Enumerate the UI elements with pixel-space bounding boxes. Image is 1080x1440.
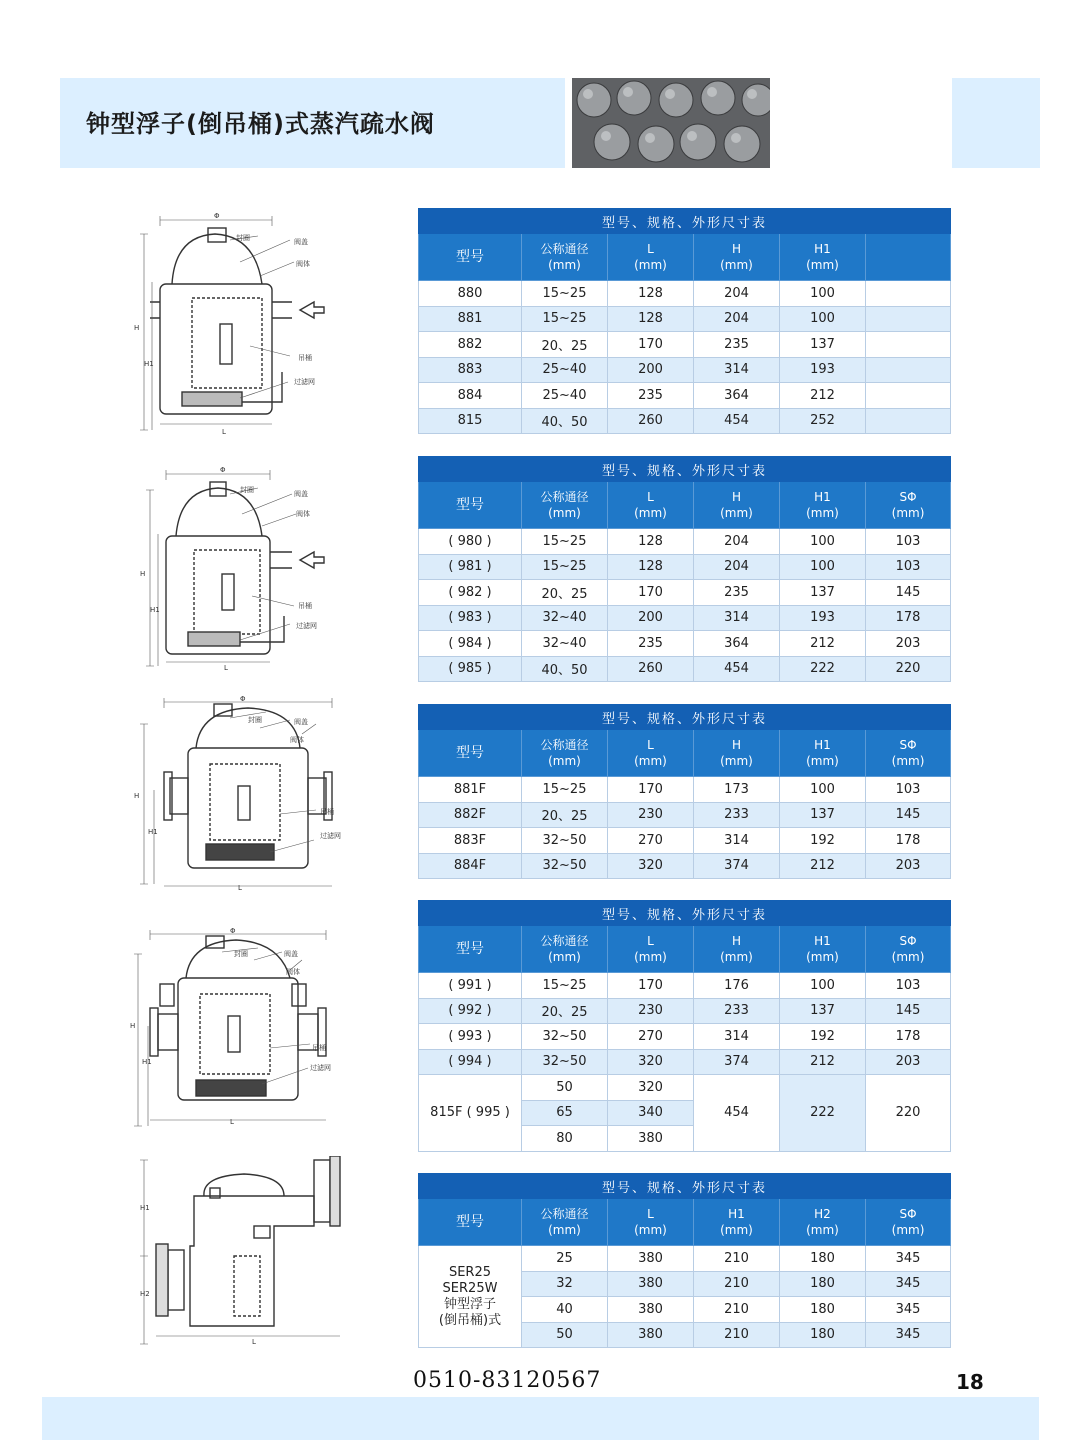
cell-merged-sphi: 220	[866, 1075, 951, 1152]
cell: 65	[522, 1100, 608, 1126]
cell: 50	[522, 1075, 608, 1101]
cell: 884	[419, 383, 522, 409]
cell: 137	[780, 580, 866, 606]
cell: 345	[866, 1246, 951, 1272]
cell: ( 985 )	[419, 656, 522, 682]
cell: 320	[608, 1075, 694, 1101]
cell: 260	[608, 656, 694, 682]
table-caption: 型号、规格、外形尺寸表	[419, 901, 951, 926]
cell: 314	[694, 828, 780, 854]
cell: 173	[694, 777, 780, 803]
cell: ( 980 )	[419, 529, 522, 555]
cell: 32~40	[522, 605, 608, 631]
product-photo	[572, 78, 770, 168]
spec-table-3	[418, 704, 951, 879]
cell: 25	[522, 1246, 608, 1272]
diagram-3-label-h1: H1	[148, 828, 158, 836]
cell: ( 983 )	[419, 605, 522, 631]
cell: 128	[608, 281, 694, 307]
cell: 230	[608, 802, 694, 828]
col-header-l: L (mm)	[608, 926, 694, 973]
cell: 32~40	[522, 631, 608, 657]
diagram-4-label-seal: 封圈	[234, 950, 248, 958]
cell: 364	[694, 631, 780, 657]
cell: 15~25	[522, 281, 608, 307]
table-row	[419, 408, 951, 434]
diagram-4-label-l: L	[230, 1118, 234, 1126]
cell: 380	[608, 1246, 694, 1272]
cell-merged-model: 815F ( 995 )	[419, 1075, 522, 1152]
cell-merged-h: 454	[694, 1075, 780, 1152]
col-header-model: 型号	[419, 234, 522, 281]
cell: 180	[780, 1322, 866, 1348]
diagram-2-label-body: 阀体	[296, 510, 310, 518]
table-row	[419, 853, 951, 879]
cell: 314	[694, 357, 780, 383]
cell: 212	[780, 383, 866, 409]
diagram-4-label-filter: 过滤网	[310, 1064, 331, 1072]
cell: 80	[522, 1126, 608, 1152]
cell	[866, 357, 951, 383]
diagram-2-label-phi: Φ	[220, 466, 226, 474]
cell: 100	[780, 973, 866, 999]
table-caption: 型号、规格、外形尺寸表	[419, 1174, 951, 1199]
diagram-2-label-cover: 阀盖	[294, 490, 308, 498]
cell: 235	[694, 580, 780, 606]
diagram-1-label-phi: Φ	[214, 212, 220, 220]
valve-diagram-2	[130, 464, 330, 684]
cell	[866, 306, 951, 332]
cell: ( 994 )	[419, 1049, 522, 1075]
col-header-h: H (mm)	[694, 926, 780, 973]
valve-diagram-3	[130, 694, 360, 898]
col-header-empty	[866, 234, 951, 281]
cell: 881F	[419, 777, 522, 803]
cell: 137	[780, 332, 866, 358]
cell: 252	[780, 408, 866, 434]
table-row	[419, 656, 951, 682]
cell: 176	[694, 973, 780, 999]
col-header-model: 型号	[419, 926, 522, 973]
col-header-l: L (mm)	[608, 482, 694, 529]
col-header-h: H (mm)	[694, 482, 780, 529]
col-header-l: L (mm)	[608, 234, 694, 281]
cell	[866, 383, 951, 409]
cell: 193	[780, 605, 866, 631]
table-row	[419, 828, 951, 854]
cell: 270	[608, 828, 694, 854]
col-header-h: H (mm)	[694, 234, 780, 281]
cell: ( 992 )	[419, 998, 522, 1024]
diagram-2-label-h: H	[140, 570, 146, 578]
cell: 170	[608, 973, 694, 999]
table-row	[419, 1024, 951, 1050]
cell: 192	[780, 828, 866, 854]
cell: 128	[608, 529, 694, 555]
cell: ( 993 )	[419, 1024, 522, 1050]
cell: 180	[780, 1271, 866, 1297]
diagram-5-label-h1: H1	[140, 1204, 150, 1212]
cell: 40、50	[522, 408, 608, 434]
cell: ( 982 )	[419, 580, 522, 606]
cell: 314	[694, 605, 780, 631]
cell: 15~25	[522, 554, 608, 580]
cell: 320	[608, 1049, 694, 1075]
col-header-h1: H1 (mm)	[780, 482, 866, 529]
cell: 212	[780, 853, 866, 879]
cell: 145	[866, 802, 951, 828]
cell: 374	[694, 1049, 780, 1075]
col-header-dn: 公称通径 (mm)	[522, 482, 608, 529]
cell: 210	[694, 1246, 780, 1272]
page-title: 钟型浮子(倒吊桶)式蒸汽疏水阀	[86, 110, 435, 138]
cell-merged-h1: 222	[780, 1075, 866, 1152]
cell: 345	[866, 1297, 951, 1323]
diagram-4-label-cover: 阀盖	[284, 950, 298, 958]
diagram-4-label-body: 阀体	[286, 968, 300, 976]
cell: 364	[694, 383, 780, 409]
cell: 882F	[419, 802, 522, 828]
cell: ( 981 )	[419, 554, 522, 580]
cell: 32~50	[522, 1049, 608, 1075]
cell-merged-model: SER25 SER25W 钟型浮子 (倒吊桶)式	[419, 1246, 522, 1348]
table-row	[419, 357, 951, 383]
diagram-3-label-h: H	[134, 792, 140, 800]
cell: 230	[608, 998, 694, 1024]
diagram-2-label-filter: 过滤网	[296, 622, 317, 630]
cell: 20、25	[522, 998, 608, 1024]
cell: 270	[608, 1024, 694, 1050]
diagram-3-label-phi: Φ	[240, 695, 246, 703]
cell: 235	[694, 332, 780, 358]
cell: 103	[866, 529, 951, 555]
table-row	[419, 529, 951, 555]
cell: 454	[694, 656, 780, 682]
col-header-sphi: SΦ (mm)	[866, 1199, 951, 1246]
cell: 203	[866, 853, 951, 879]
cell	[866, 408, 951, 434]
table-row	[419, 777, 951, 803]
footer-band	[42, 1397, 1039, 1440]
cell: 192	[780, 1024, 866, 1050]
cell: 103	[866, 777, 951, 803]
cell: 180	[780, 1246, 866, 1272]
cell: 170	[608, 332, 694, 358]
col-header-l: L (mm)	[608, 1199, 694, 1246]
diagram-2-label-h1: H1	[150, 606, 160, 614]
col-header-model: 型号	[419, 1199, 522, 1246]
diagram-1-label-cover: 阀盖	[294, 238, 308, 246]
page-number: 18	[956, 1370, 984, 1394]
cell: 145	[866, 998, 951, 1024]
cell: 32	[522, 1271, 608, 1297]
cell: 340	[608, 1100, 694, 1126]
cell: 100	[780, 281, 866, 307]
col-header-l: L (mm)	[608, 730, 694, 777]
table-row	[419, 554, 951, 580]
cell: 15~25	[522, 306, 608, 332]
cell: 380	[608, 1297, 694, 1323]
spec-table-5	[418, 1173, 951, 1348]
cell: 314	[694, 1024, 780, 1050]
cell: 40、50	[522, 656, 608, 682]
diagram-1-label-h: H	[134, 324, 140, 332]
cell: 137	[780, 802, 866, 828]
cell: 100	[780, 554, 866, 580]
cell: 374	[694, 853, 780, 879]
diagram-1-label-body: 阀体	[296, 260, 310, 268]
diagram-3-label-body: 阀体	[290, 736, 304, 744]
cell: 128	[608, 554, 694, 580]
table-row	[419, 383, 951, 409]
cell: 380	[608, 1322, 694, 1348]
spec-table-4	[418, 900, 951, 1152]
cell: 212	[780, 631, 866, 657]
diagram-2-label-seal: 封圈	[240, 486, 254, 494]
col-header-h1: H1 (mm)	[694, 1199, 780, 1246]
col-header-dn: 公称通径 (mm)	[522, 730, 608, 777]
cell: 15~25	[522, 777, 608, 803]
diagram-4-label-h: H	[130, 1022, 136, 1030]
diagram-3-label-bucket: 吊桶	[320, 808, 334, 816]
col-header-dn: 公称通径 (mm)	[522, 234, 608, 281]
cell: 882	[419, 332, 522, 358]
cell: 454	[694, 408, 780, 434]
cell: 883	[419, 357, 522, 383]
cell: 200	[608, 357, 694, 383]
cell: 32~50	[522, 828, 608, 854]
diagram-1-label-filter: 过滤网	[294, 378, 315, 386]
cell: 883F	[419, 828, 522, 854]
cell: 103	[866, 554, 951, 580]
cell: 204	[694, 281, 780, 307]
cell: 233	[694, 802, 780, 828]
col-header-h1: H1 (mm)	[780, 234, 866, 281]
cell	[866, 281, 951, 307]
valve-diagram-4	[130, 924, 360, 1132]
col-header-model: 型号	[419, 730, 522, 777]
table-row	[419, 973, 951, 999]
spec-table-1	[418, 208, 951, 434]
table-row	[419, 605, 951, 631]
col-header-sphi: SΦ (mm)	[866, 730, 951, 777]
table-row	[419, 1246, 951, 1272]
cell: 20、25	[522, 332, 608, 358]
table-caption: 型号、规格、外形尺寸表	[419, 705, 951, 730]
diagram-2-label-bucket: 吊桶	[298, 602, 312, 610]
table-caption: 型号、规格、外形尺寸表	[419, 457, 951, 482]
cell: 203	[866, 1049, 951, 1075]
cell: 320	[608, 853, 694, 879]
cell: 345	[866, 1271, 951, 1297]
col-header-dn: 公称通径 (mm)	[522, 926, 608, 973]
diagram-5-label-h2: H2	[140, 1290, 150, 1298]
table-row	[419, 631, 951, 657]
cell: 345	[866, 1322, 951, 1348]
cell	[866, 332, 951, 358]
cell: 137	[780, 998, 866, 1024]
cell: 193	[780, 357, 866, 383]
cell: 178	[866, 1024, 951, 1050]
valve-diagram-5	[134, 1156, 354, 1356]
cell: 210	[694, 1271, 780, 1297]
spec-table-2	[418, 456, 951, 682]
cell: 204	[694, 554, 780, 580]
cell: 220	[866, 656, 951, 682]
diagram-2-label-l: L	[224, 664, 228, 672]
cell: 50	[522, 1322, 608, 1348]
table-row	[419, 802, 951, 828]
cell: 100	[780, 529, 866, 555]
cell: 880	[419, 281, 522, 307]
cell: 233	[694, 998, 780, 1024]
cell: 15~25	[522, 529, 608, 555]
cell: 145	[866, 580, 951, 606]
col-header-h2: H2 (mm)	[780, 1199, 866, 1246]
cell: 20、25	[522, 580, 608, 606]
cell: 100	[780, 306, 866, 332]
diagram-3-label-l: L	[238, 884, 242, 892]
header-band-right	[952, 78, 1040, 168]
diagram-1-label-l: L	[222, 428, 226, 436]
table-row	[419, 998, 951, 1024]
diagram-4-label-bucket: 吊桶	[312, 1044, 326, 1052]
table-row	[419, 332, 951, 358]
cell: 380	[608, 1271, 694, 1297]
cell: 25~40	[522, 383, 608, 409]
cell: 15~25	[522, 973, 608, 999]
table-row	[419, 1049, 951, 1075]
cell: 212	[780, 1049, 866, 1075]
cell: 203	[866, 631, 951, 657]
cell: 200	[608, 605, 694, 631]
table-row	[419, 1075, 951, 1101]
valve-diagram-1	[130, 206, 330, 442]
diagram-1-label-seal: 封圈	[236, 234, 250, 242]
cell: 178	[866, 605, 951, 631]
cell: 235	[608, 631, 694, 657]
cell: 884F	[419, 853, 522, 879]
cell: 222	[780, 656, 866, 682]
diagram-4-label-phi: Φ	[230, 927, 236, 935]
cell: 210	[694, 1297, 780, 1323]
col-header-h: H (mm)	[694, 730, 780, 777]
product-photo-graphic	[572, 78, 770, 168]
cell: 32~50	[522, 1024, 608, 1050]
diagram-3-label-filter: 过滤网	[320, 832, 341, 840]
cell: 204	[694, 529, 780, 555]
cell: 881	[419, 306, 522, 332]
phone-number: 0510-83120567	[413, 1368, 602, 1393]
diagram-1-label-bucket: 吊桶	[298, 354, 312, 362]
col-header-sphi: SΦ (mm)	[866, 482, 951, 529]
cell: 20、25	[522, 802, 608, 828]
cell: ( 991 )	[419, 973, 522, 999]
cell: ( 984 )	[419, 631, 522, 657]
col-header-model: 型号	[419, 482, 522, 529]
cell: 260	[608, 408, 694, 434]
col-header-h1: H1 (mm)	[780, 730, 866, 777]
cell: 178	[866, 828, 951, 854]
cell: 32~50	[522, 853, 608, 879]
cell: 235	[608, 383, 694, 409]
diagram-5-label-l: L	[252, 1338, 256, 1346]
diagram-3-label-cover: 阀盖	[294, 718, 308, 726]
cell: 170	[608, 580, 694, 606]
cell: 128	[608, 306, 694, 332]
cell: 210	[694, 1322, 780, 1348]
table-caption: 型号、规格、外形尺寸表	[419, 209, 951, 234]
cell: 25~40	[522, 357, 608, 383]
diagram-4-label-h1: H1	[142, 1058, 152, 1066]
table-row	[419, 306, 951, 332]
col-header-dn: 公称通径 (mm)	[522, 1199, 608, 1246]
diagram-3-label-seal: 封圈	[248, 716, 262, 724]
col-header-h1: H1 (mm)	[780, 926, 866, 973]
cell: 40	[522, 1297, 608, 1323]
table-row	[419, 281, 951, 307]
table-row	[419, 580, 951, 606]
cell: 103	[866, 973, 951, 999]
cell: 815	[419, 408, 522, 434]
cell: 180	[780, 1297, 866, 1323]
cell: 170	[608, 777, 694, 803]
cell: 100	[780, 777, 866, 803]
col-header-sphi: SΦ (mm)	[866, 926, 951, 973]
cell: 204	[694, 306, 780, 332]
cell: 380	[608, 1126, 694, 1152]
diagram-1-label-h1: H1	[144, 360, 154, 368]
